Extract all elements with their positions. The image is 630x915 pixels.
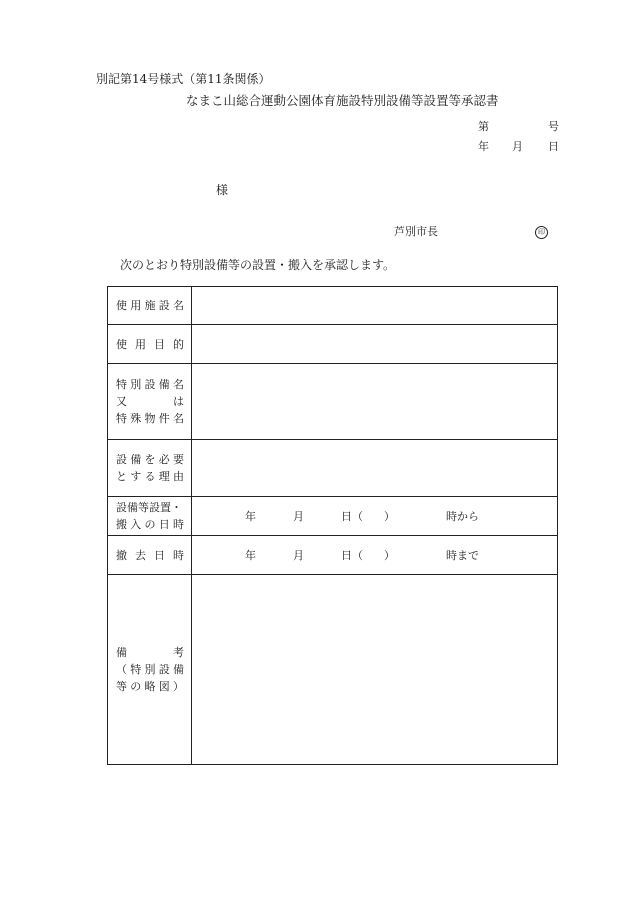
label-reason	[108, 440, 192, 497]
value-remarks[interactable]	[192, 575, 558, 765]
label-removal-datetime	[108, 536, 192, 575]
char: 用	[130, 299, 142, 312]
char: 設	[116, 453, 127, 466]
value-facility-name[interactable]	[192, 287, 558, 325]
row-equipment	[108, 364, 558, 440]
char: 等	[116, 680, 127, 693]
addressee-suffix: 様	[216, 183, 229, 197]
char: 物	[144, 412, 156, 425]
char: す	[130, 470, 142, 483]
char: 必	[158, 453, 170, 466]
date-month: 月	[512, 140, 523, 153]
intro-text: 次のとおり特別設備等の設置・搬入を承認します。	[120, 258, 396, 272]
char: 特	[130, 663, 142, 676]
value-install-datetime[interactable]	[192, 497, 558, 536]
label-install-datetime	[108, 497, 192, 536]
char: 殊	[130, 412, 142, 425]
char: 撤	[116, 548, 127, 562]
char: 時	[173, 518, 184, 531]
char: 時	[173, 548, 184, 562]
value-reason[interactable]	[192, 440, 558, 497]
char: 去	[135, 548, 146, 562]
char: 考	[173, 646, 184, 659]
date-day: 日	[548, 140, 559, 153]
char: 設	[144, 378, 156, 391]
char: 設	[158, 663, 170, 676]
char: を	[144, 453, 156, 466]
char: 使	[116, 299, 127, 312]
char: 由	[173, 470, 184, 483]
row-reason	[108, 440, 558, 497]
char: 名	[173, 412, 184, 425]
char: 目	[154, 337, 165, 351]
char: る	[144, 470, 156, 483]
char: ）	[173, 680, 184, 693]
char: 搬	[116, 518, 127, 531]
year-label: 年	[245, 549, 256, 562]
row-facility	[108, 287, 558, 325]
document-title: なまこ山総合運動公園体育施設特別設備等設置等承認書	[186, 93, 499, 108]
row-remarks	[108, 575, 558, 765]
char: 備	[158, 378, 170, 391]
char: 件	[158, 412, 170, 425]
char: 名	[173, 378, 184, 391]
year-label: 年	[245, 510, 256, 523]
char: 名	[173, 299, 184, 312]
date-year: 年	[478, 140, 489, 153]
char: 用	[135, 337, 146, 351]
label-remarks	[108, 575, 192, 765]
char: 別	[144, 663, 156, 676]
char: 入	[130, 518, 142, 531]
number-suffix: 号	[548, 120, 559, 133]
char: の	[144, 518, 156, 531]
paren-close: ）	[384, 549, 395, 562]
seal-mark	[535, 224, 548, 239]
char: 特	[116, 412, 127, 425]
char: 略	[144, 680, 156, 693]
label-facility-name	[108, 287, 192, 325]
char: 日	[158, 518, 170, 531]
label-equipment	[108, 364, 192, 440]
char: 要	[173, 453, 184, 466]
until-label: 時まで	[446, 549, 479, 562]
seal-icon: 印	[535, 226, 548, 239]
value-removal-datetime[interactable]	[192, 536, 558, 575]
form-number: 別記第14号様式（第11条関係）	[96, 72, 271, 86]
row-removal-datetime	[108, 536, 558, 575]
value-purpose[interactable]	[192, 325, 558, 364]
char: 又	[116, 395, 127, 408]
char: 備	[173, 663, 184, 676]
approval-table	[107, 286, 558, 765]
label-line: 設備等設置・	[116, 501, 182, 514]
label-purpose	[108, 325, 192, 364]
char: 理	[158, 470, 170, 483]
month-label: 月	[293, 510, 304, 523]
char: 施	[144, 299, 156, 312]
char: 別	[130, 378, 142, 391]
month-label: 月	[293, 549, 304, 562]
char: は	[173, 395, 184, 408]
paren-close: ）	[384, 510, 395, 523]
char: 特	[116, 378, 127, 391]
char: 的	[173, 337, 184, 351]
char: と	[116, 470, 127, 483]
char: 使	[116, 337, 127, 351]
char: の	[130, 680, 142, 693]
char: 図	[158, 680, 170, 693]
char: （	[116, 663, 127, 676]
char: 備	[116, 646, 127, 659]
row-purpose	[108, 325, 558, 364]
char: 日	[154, 548, 165, 562]
row-install-datetime	[108, 497, 558, 536]
value-equipment[interactable]	[192, 364, 558, 440]
char: 設	[158, 299, 170, 312]
char: 備	[130, 453, 142, 466]
from-label: 時から	[446, 510, 479, 523]
issuer-name: 芦別市長	[394, 225, 438, 238]
day-label: 日（	[341, 510, 363, 523]
day-label: 日（	[341, 549, 363, 562]
number-prefix: 第	[478, 120, 489, 133]
